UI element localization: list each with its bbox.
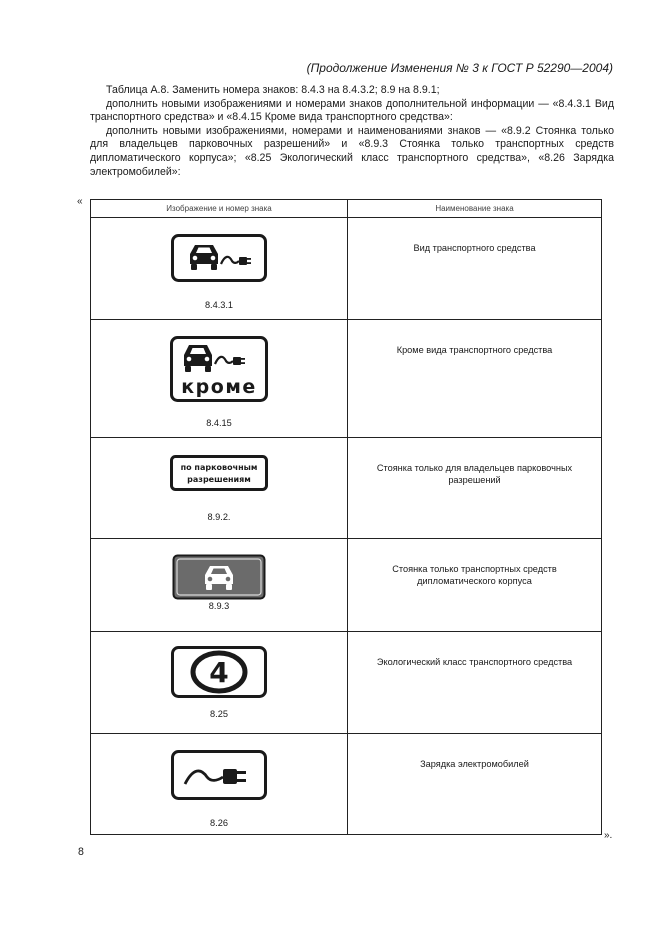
sign-8-4-3-1 — [171, 234, 267, 282]
sign-cell-8-4-15 — [91, 320, 348, 438]
sign-name: Стоянка только для владельцев парковочных разрешений — [348, 438, 602, 539]
quote-open: « — [77, 196, 83, 207]
sign-text-line-2: разрешениям — [187, 475, 251, 484]
sign-name: Зарядка электромобилей — [348, 734, 602, 835]
table-row — [91, 218, 602, 320]
sign-text-krome: кроме — [181, 376, 257, 398]
sign-name: Кроме вида транспортного средства — [348, 320, 602, 438]
sign-cell-8-25 — [91, 632, 348, 734]
document-header: (Продолжение Изменения № 3 к ГОСТ Р 52290—2004) — [306, 61, 613, 75]
column-header-name: Наименование знака — [348, 200, 602, 218]
sign-cell-8-26 — [91, 734, 348, 835]
sign-8-9-3 — [172, 554, 266, 600]
page-number: 8 — [78, 846, 84, 858]
sign-number: 8.4.15 — [206, 418, 232, 428]
sign-cell-8-9-3 — [91, 539, 348, 632]
quote-close: ». — [604, 830, 613, 841]
sign-8-26 — [171, 750, 267, 800]
sign-number: 8.9.3 — [208, 601, 230, 611]
sign-name: Экологический класс транспортного средства — [348, 632, 602, 734]
intro-paragraph-2: дополнить новыми изображениями и номерами знаков дополнительной информации — «8.4.3.1 Вид транспортного средства» и «8.4.15 Кроме вида транспортного средства»: — [90, 97, 614, 124]
sign-number: 8.25 — [210, 709, 228, 719]
table-row — [91, 539, 602, 632]
sign-cell-8-4-3-1 — [91, 218, 348, 320]
table-row — [91, 734, 602, 835]
sign-number: 8.9.2. — [207, 512, 231, 522]
sign-name: Вид транспортного средства — [348, 218, 602, 320]
intro-paragraph-3: дополнить новыми изображениями, номерами и наименованиями знаков — «8.9.2 Стоянка только для владельцев парковочных разрешений» и «8.9.3 Стоянка только транспортных средств дипломатического корпуса»; «8.25 Экологический класс транспортного средства», «8.26 Зарядка электромобилей»: — [90, 124, 614, 178]
eco-class-number: 4 — [209, 656, 229, 689]
table-row — [91, 632, 602, 734]
sign-cell-8-9-2 — [91, 438, 348, 539]
sign-number: 8.4.3.1 — [204, 300, 234, 310]
sign-text-line-1: по парковочным — [180, 463, 258, 472]
sign-8-9-2 — [170, 455, 268, 491]
sign-8-25 — [171, 646, 267, 698]
column-header-image: Изображение и номер знака — [91, 200, 348, 218]
signs-table — [90, 199, 602, 835]
intro-paragraph-1: Таблица А.8. Заменить номера знаков: 8.4.3 на 8.4.3.2; 8.9 на 8.9.1; — [106, 84, 440, 96]
table-header-row — [91, 200, 602, 218]
sign-number: 8.26 — [210, 818, 228, 828]
intro-text — [90, 84, 614, 179]
table-row — [91, 438, 602, 539]
sign-8-4-15 — [170, 336, 268, 402]
table-row — [91, 320, 602, 438]
sign-name: Стоянка только транспортных средств дипломатического корпуса — [348, 539, 602, 632]
